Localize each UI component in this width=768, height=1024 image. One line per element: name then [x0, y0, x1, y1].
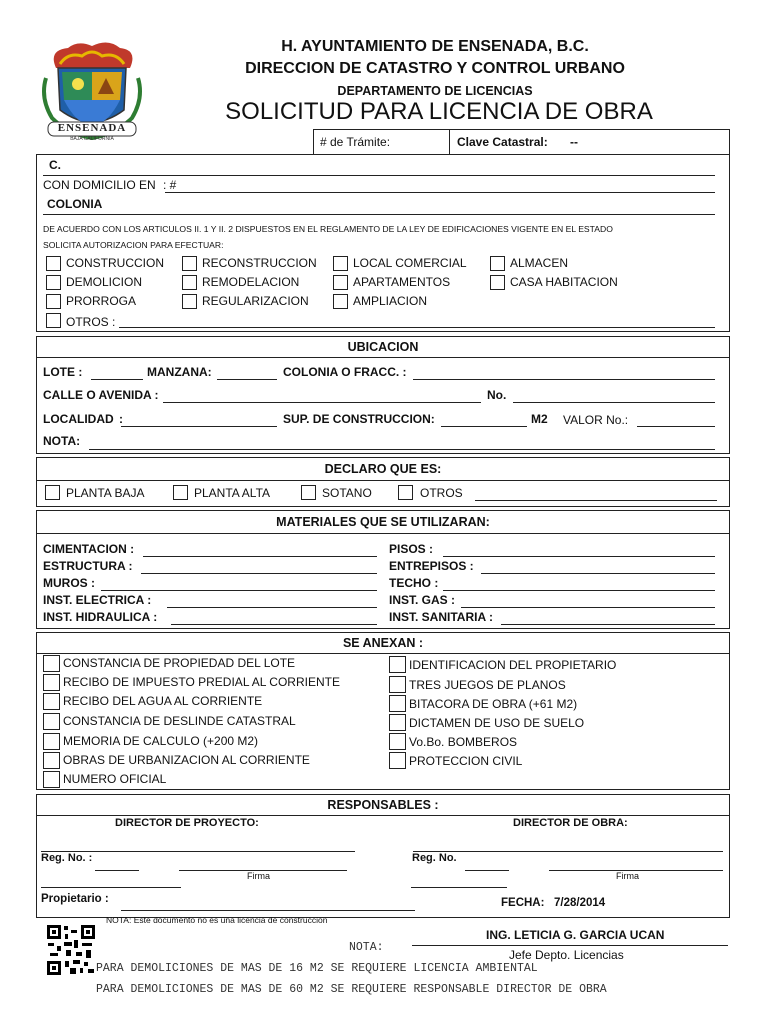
tramite-label: # de Trámite:: [320, 135, 391, 149]
domicilio-field[interactable]: [165, 192, 715, 193]
constancia-propiedad-label: CONSTANCIA DE PROPIEDAD DEL LOTE: [63, 656, 296, 670]
memoria-calculo-label: MEMORIA DE CALCULO (+200 M2): [63, 734, 259, 748]
otros-label: OTROS :: [66, 315, 116, 329]
municipal-logo: [38, 38, 146, 144]
entrepisos-label: ENTREPISOS :: [389, 559, 474, 573]
lote-field[interactable]: [91, 379, 143, 380]
recibo-predial-label: RECIBO DE IMPUESTO PREDIAL AL CORRIENTE: [63, 675, 340, 689]
calle-field[interactable]: [163, 402, 481, 403]
recibo-agua-checkbox[interactable]: [43, 693, 60, 710]
recibo-predial-checkbox[interactable]: [43, 674, 60, 691]
fecha-value: 7/28/2014: [554, 897, 606, 909]
logo-text: ENSENADA: [57, 122, 127, 134]
bitacora-obra-label: BITACORA DE OBRA (+61 M2): [409, 697, 578, 711]
colonia-fracc-label: COLONIA O FRACC. :: [283, 365, 407, 379]
clave-catastral-label: Clave Catastral:: [457, 135, 548, 149]
footer-note-1: PARA DEMOLICIONES DE MAS DE 16 M2 SE REQUIERE LICENCIA AMBIENTAL: [96, 962, 538, 975]
signer-title: Jefe Depto. Licencias: [509, 948, 624, 962]
constancia-propiedad-checkbox[interactable]: [43, 655, 60, 672]
director-obra-label: DIRECTOR DE OBRA:: [513, 817, 628, 829]
signature-line: [412, 945, 728, 946]
tramite-row: [313, 129, 730, 155]
footer-note-2: PARA DEMOLICIONES DE MAS DE 60 M2 SE REQUIERE RESPONSABLE DIRECTOR DE OBRA: [96, 983, 607, 996]
inst-electrica-field[interactable]: [167, 607, 377, 608]
nota-field[interactable]: [89, 449, 715, 450]
sup-construccion-label: SUP. DE CONSTRUCCION:: [283, 412, 435, 426]
tramite-input[interactable]: [414, 132, 446, 152]
inst-sanitaria-field[interactable]: [501, 624, 715, 625]
valor-field[interactable]: [637, 426, 715, 427]
reconstruccion-label: RECONSTRUCCION: [202, 256, 317, 270]
reg-no-right-field[interactable]: [465, 870, 509, 871]
director-proyecto-extra-line[interactable]: [41, 887, 181, 888]
ubicacion-title: UBICACION: [37, 337, 729, 358]
domicilio-label: CON DOMICILIO EN: [43, 178, 156, 192]
responsables-title: RESPONSABLES :: [37, 795, 729, 816]
regularizacion-label: REGULARIZACION: [202, 294, 309, 308]
m2-label: M2: [531, 412, 548, 426]
identificacion-checkbox[interactable]: [389, 656, 406, 673]
materiales-title: MATERIALES QUE SE UTILIZARAN:: [37, 511, 729, 534]
obras-urbanizacion-checkbox[interactable]: [43, 752, 60, 769]
colonia-field[interactable]: [43, 214, 715, 215]
numero-label: No.: [487, 388, 507, 402]
almacen-checkbox[interactable]: [490, 256, 505, 271]
prorroga-label: PRORROGA: [66, 294, 137, 308]
planta-baja-label: PLANTA BAJA: [66, 486, 145, 500]
demolicion-label: DEMOLICION: [66, 275, 143, 289]
entrepisos-field[interactable]: [481, 573, 715, 574]
muros-label: MUROS :: [43, 576, 95, 590]
inst-hidraulica-field[interactable]: [171, 624, 377, 625]
numero-oficial-label: NUMERO OFICIAL: [63, 772, 167, 786]
anexan-title: SE ANEXAN :: [37, 633, 729, 654]
numero-oficial-checkbox[interactable]: [43, 771, 60, 788]
director-obra-extra-line[interactable]: [411, 887, 507, 888]
colonia-fracc-field[interactable]: [413, 379, 715, 380]
estructura-field[interactable]: [141, 573, 377, 574]
casa-habitacion-label: CASA HABITACION: [510, 275, 618, 289]
bomberos-label: Vo.Bo. BOMBEROS: [409, 735, 518, 749]
pisos-field[interactable]: [443, 556, 715, 557]
inst-hidraulica-label: INST. HIDRAULICA :: [43, 610, 158, 624]
clave-catastral-value: --: [570, 135, 578, 149]
declaro-title: DECLARO QUE ES:: [37, 458, 729, 481]
numero-field[interactable]: [513, 402, 715, 403]
planta-baja-checkbox[interactable]: [45, 485, 60, 500]
cimentacion-field[interactable]: [143, 556, 377, 557]
nota-small: NOTA: Este documento no es una licencia de construccion: [106, 915, 328, 925]
otros-declaro-field[interactable]: [475, 500, 717, 501]
remodelacion-label: REMODELACION: [202, 275, 300, 289]
fecha-label: FECHA:: [501, 897, 545, 909]
firma-left-label: Firma: [247, 871, 270, 881]
qr-code: [46, 924, 96, 976]
casa-habitacion-checkbox[interactable]: [490, 275, 505, 290]
materiales-section: [36, 510, 730, 629]
declaro-section: [36, 457, 730, 507]
prorroga-checkbox[interactable]: [46, 294, 61, 309]
ampliacion-label: AMPLIACION: [353, 294, 428, 308]
propietario-label: Propietario :: [41, 893, 109, 905]
local-comercial-label: LOCAL COMERCIAL: [353, 256, 467, 270]
bomberos-checkbox[interactable]: [389, 733, 406, 750]
construccion-label: CONSTRUCCION: [66, 256, 164, 270]
constancia-deslinde-label: CONSTANCIA DE DESLINDE CATASTRAL: [63, 714, 296, 728]
local-comercial-checkbox[interactable]: [333, 256, 348, 271]
dictamen-uso-suelo-label: DICTAMEN DE USO DE SUELO: [409, 716, 585, 730]
colonia-label: COLONIA: [47, 197, 103, 211]
identificacion-label: IDENTIFICACION DEL PROPIETARIO: [409, 658, 617, 672]
calle-label: CALLE O AVENIDA :: [43, 388, 159, 402]
planta-alta-label: PLANTA ALTA: [194, 486, 271, 500]
inst-gas-field[interactable]: [461, 607, 715, 608]
tres-juegos-planos-checkbox[interactable]: [389, 676, 406, 693]
propietario-field[interactable]: [121, 910, 415, 911]
reconstruccion-checkbox[interactable]: [182, 256, 197, 271]
domicilio-value: : #: [163, 178, 177, 192]
sotano-label: SOTANO: [322, 486, 372, 500]
muros-field[interactable]: [101, 590, 377, 591]
reg-no-left-field[interactable]: [95, 870, 139, 871]
manzana-field[interactable]: [217, 379, 277, 380]
c-label: C.: [49, 158, 61, 172]
obras-urbanizacion-label: OBRAS DE URBANIZACION AL CORRIENTE: [63, 753, 310, 767]
logo-subtext: BAJA CALIFORNIA: [70, 136, 114, 142]
techo-label: TECHO :: [389, 576, 439, 590]
remodelacion-checkbox[interactable]: [182, 275, 197, 290]
recibo-agua-label: RECIBO DEL AGUA AL CORRIENTE: [63, 694, 263, 708]
valor-label: VALOR No.:: [563, 413, 629, 427]
director-obra-name-field[interactable]: [413, 851, 723, 852]
firma-right-label: Firma: [616, 871, 639, 881]
otros-declaro-label: OTROS: [420, 486, 463, 500]
name-field[interactable]: [43, 175, 715, 176]
otros-checkbox[interactable]: [46, 313, 61, 328]
localidad-colon: :: [119, 412, 123, 426]
sup-construccion-field[interactable]: [441, 426, 527, 427]
anexan-section: [36, 632, 730, 790]
ubicacion-section: [36, 336, 730, 454]
header-line-3: DEPARTAMENTO DE LICENCIAS: [337, 84, 533, 98]
dictamen-uso-suelo-checkbox[interactable]: [389, 714, 406, 731]
intro-text: DE ACUERDO CON LOS ARTICULOS II. 1 Y II. 2 DISPUESTOS EN EL REGLAMENTO DE LA LEY DE EDIFICACIONES VIGENTE EN EL ESTADO: [43, 224, 613, 234]
memoria-calculo-checkbox[interactable]: [43, 733, 60, 750]
construccion-checkbox[interactable]: [46, 256, 61, 271]
manzana-label: MANZANA:: [147, 365, 212, 379]
bitacora-obra-checkbox[interactable]: [389, 695, 406, 712]
header-line-1: H. AYUNTAMIENTO DE ENSENADA, B.C.: [281, 38, 589, 55]
inst-sanitaria-label: INST. SANITARIA :: [389, 610, 493, 624]
constancia-deslinde-checkbox[interactable]: [43, 713, 60, 730]
demolicion-checkbox[interactable]: [46, 275, 61, 290]
sotano-checkbox[interactable]: [301, 485, 316, 500]
cimentacion-label: CIMENTACION :: [43, 542, 135, 556]
solicitante-section: [36, 154, 730, 332]
signer-name: ING. LETICIA G. GARCIA UCAN: [486, 928, 665, 942]
ampliacion-checkbox[interactable]: [333, 294, 348, 309]
page-title: SOLICITUD PARA LICENCIA DE OBRA: [225, 98, 653, 125]
regularizacion-checkbox[interactable]: [182, 294, 197, 309]
inst-gas-label: INST. GAS :: [389, 593, 456, 607]
responsables-section: [36, 794, 730, 918]
nota-label: NOTA:: [43, 434, 81, 448]
tramite-divider: [449, 130, 450, 154]
proteccion-civil-checkbox[interactable]: [389, 752, 406, 769]
localidad-label: LOCALIDAD: [43, 412, 114, 426]
almacen-label: ALMACEN: [510, 256, 569, 270]
proteccion-civil-label: PROTECCION CIVIL: [409, 754, 523, 768]
tres-juegos-planos-label: TRES JUEGOS DE PLANOS: [409, 678, 566, 692]
reg-no-left-label: Reg. No. :: [41, 852, 93, 864]
apartamentos-checkbox[interactable]: [333, 275, 348, 290]
estructura-label: ESTRUCTURA :: [43, 559, 133, 573]
apartamentos-label: APARTAMENTOS: [353, 275, 451, 289]
intro-text-2: SOLICITA AUTORIZACION PARA EFECTUAR:: [43, 240, 224, 250]
header-line-2: DIRECCION DE CATASTRO Y CONTROL URBANO: [245, 60, 625, 77]
nota-footer-label: NOTA:: [349, 941, 384, 954]
lote-label: LOTE :: [43, 365, 83, 379]
localidad-field[interactable]: [121, 426, 277, 427]
otros-declaro-checkbox[interactable]: [398, 485, 413, 500]
inst-electrica-label: INST. ELECTRICA :: [43, 593, 152, 607]
otros-field[interactable]: [119, 327, 715, 328]
planta-alta-checkbox[interactable]: [173, 485, 188, 500]
pisos-label: PISOS :: [389, 542, 434, 556]
director-proyecto-label: DIRECTOR DE PROYECTO:: [115, 817, 259, 829]
techo-field[interactable]: [443, 590, 715, 591]
reg-no-right-label: Reg. No.: [412, 852, 457, 864]
